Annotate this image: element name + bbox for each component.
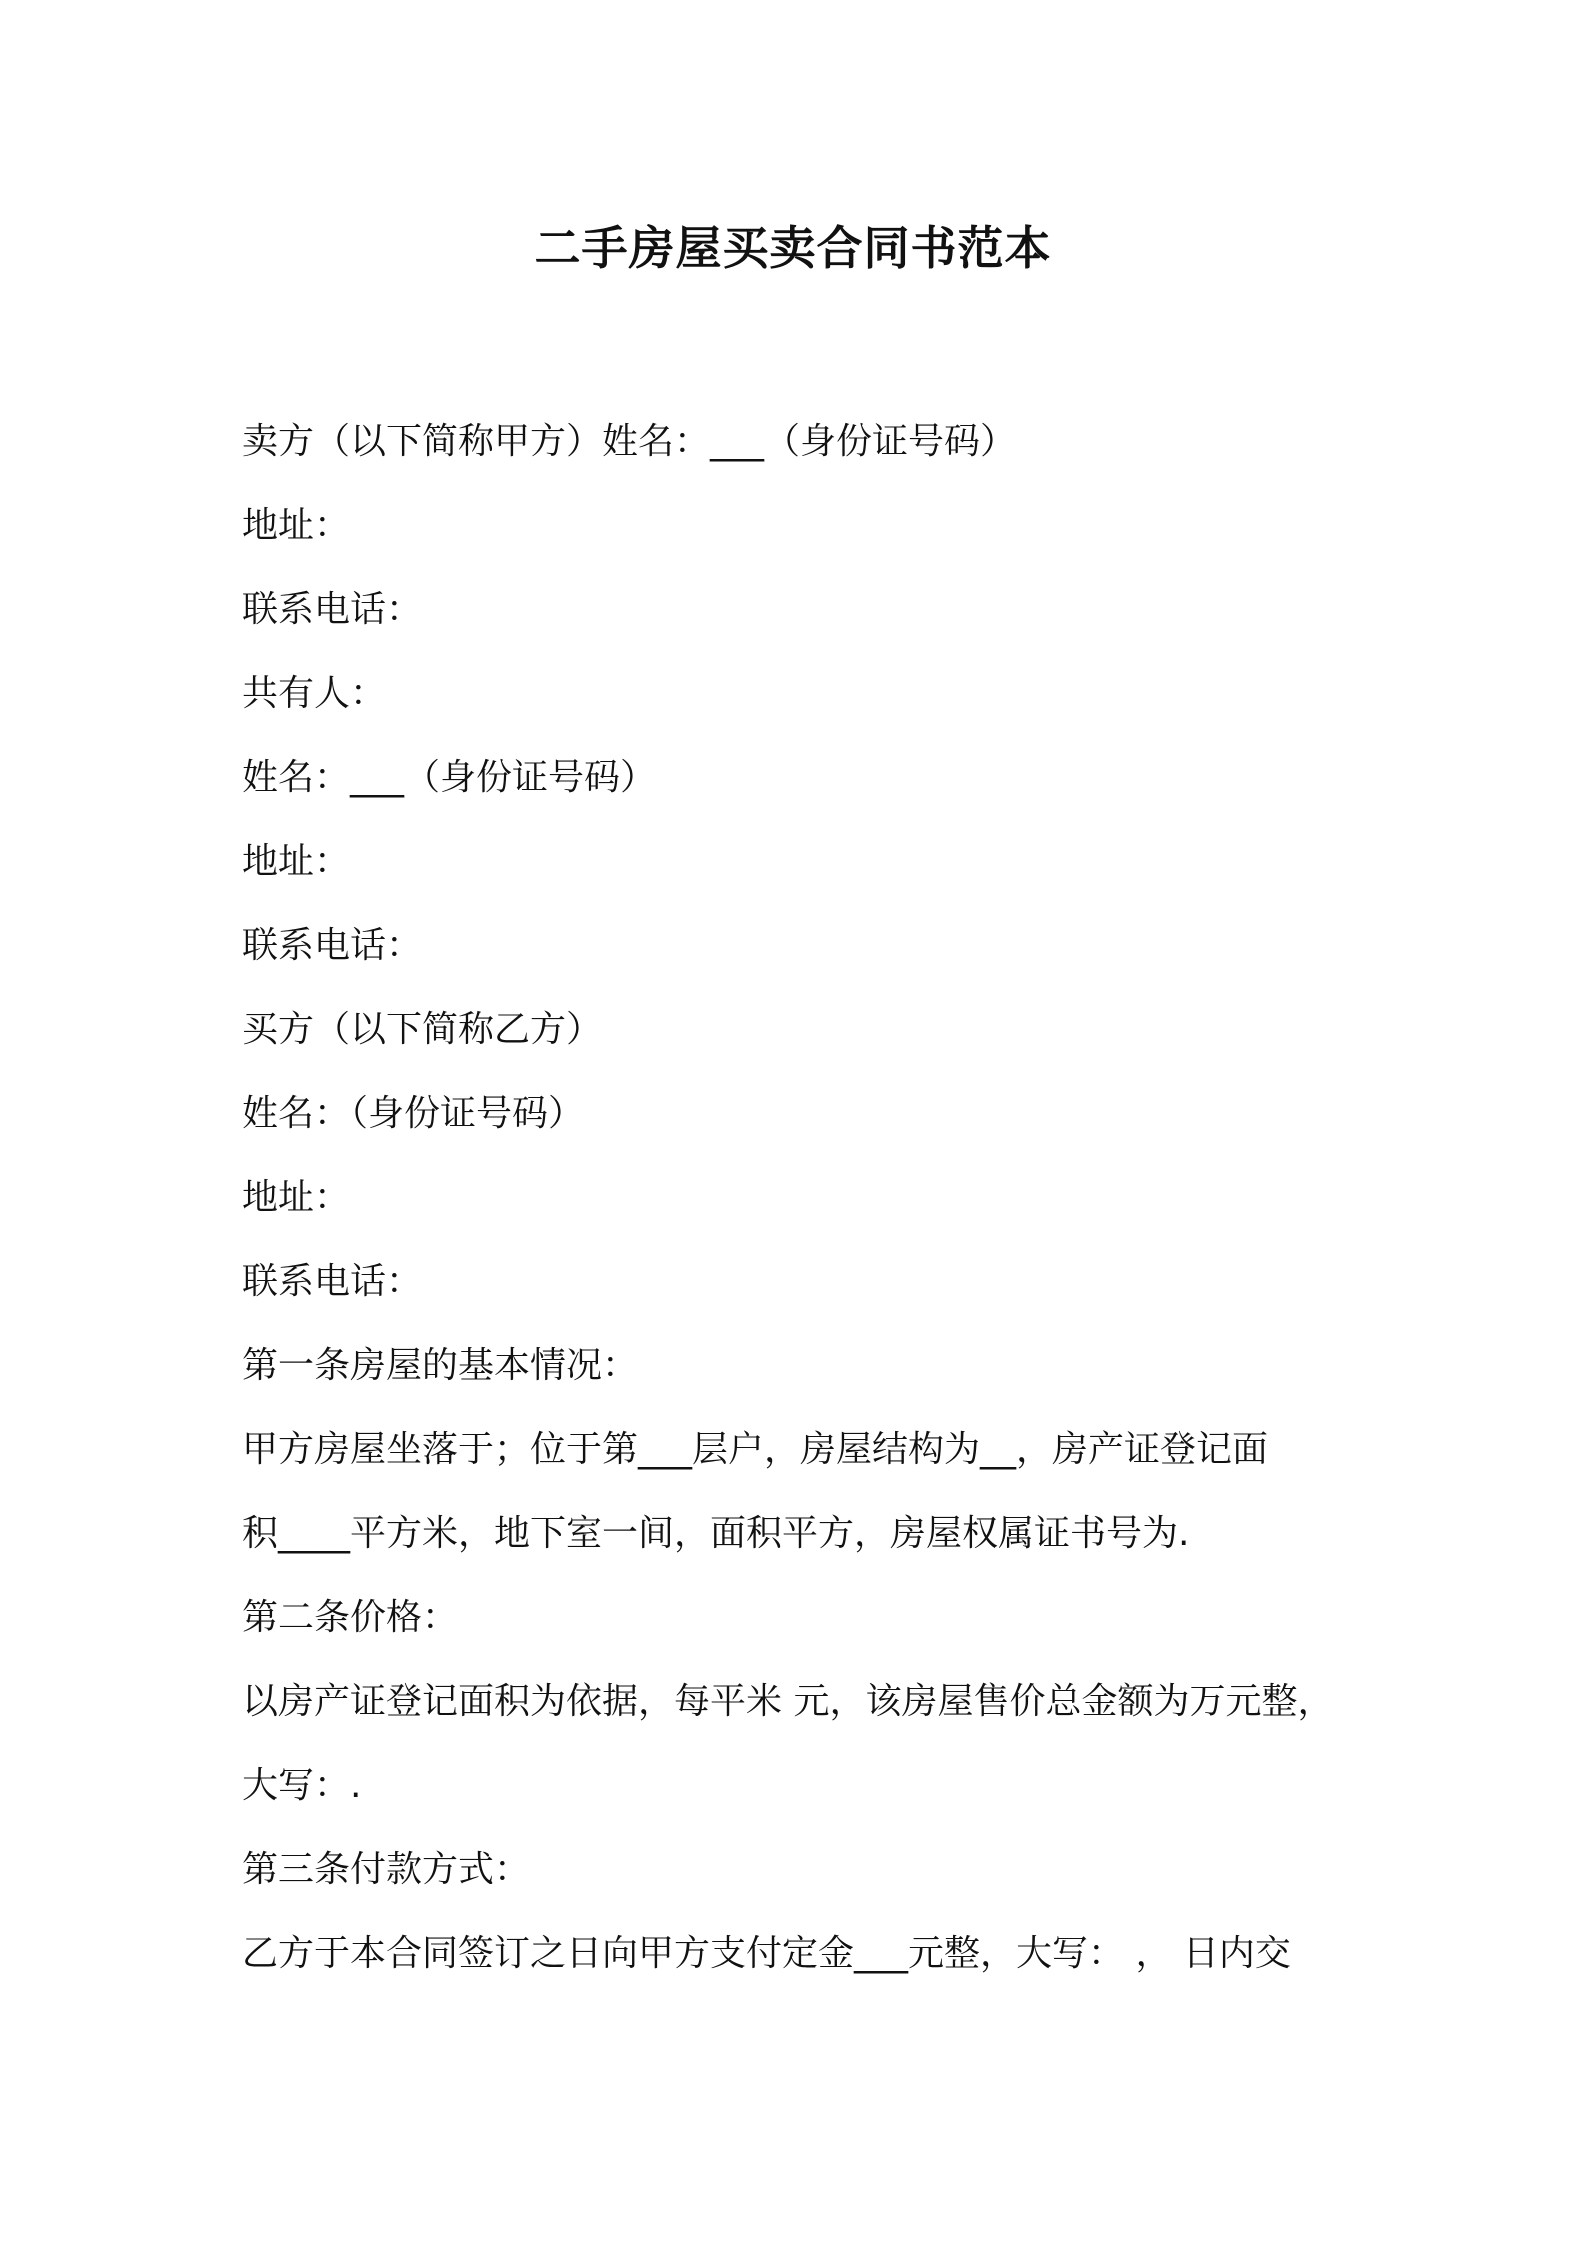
document-body bbox=[242, 400, 1382, 1996]
line-article-3-text-1: 乙方于本合同签订之日向甲方支付定金___元整，大写： ， 日内交 bbox=[242, 1933, 1291, 1974]
line-buyer-name: 姓名：（身份证号码） bbox=[242, 1093, 585, 1134]
line-co-owner-name: 姓名：___（身份证号码） bbox=[242, 757, 657, 798]
line-article-2-text-1: 以房产证登记面积为依据，每平米 元，该房屋售价总金额为万元整， bbox=[242, 1681, 1334, 1722]
line-co-owner: 共有人： bbox=[242, 673, 387, 714]
line-article-2-heading: 第二条价格： bbox=[242, 1597, 459, 1638]
line-co-owner-address: 地址： bbox=[242, 841, 351, 882]
line-article-1-text-1: 甲方房屋坐落于；位于第___层户，房屋结构为__，房产证登记面 bbox=[242, 1429, 1269, 1470]
line-seller-name: 卖方（以下简称甲方）姓名：___（身份证号码） bbox=[242, 421, 1017, 462]
line-article-2-text-2: 大写：. bbox=[242, 1765, 362, 1806]
line-seller-address: 地址： bbox=[242, 505, 351, 546]
document-title: 二手房屋买卖合同书范本 bbox=[534, 221, 1052, 275]
line-co-owner-phone: 联系电话： bbox=[242, 925, 423, 966]
line-buyer-address: 地址： bbox=[242, 1177, 351, 1218]
line-buyer-phone: 联系电话： bbox=[242, 1261, 423, 1302]
line-seller-phone: 联系电话： bbox=[242, 589, 423, 630]
line-article-1-text-2: 积____平方米，地下室一间，面积平方，房屋权属证书号为. bbox=[242, 1513, 1190, 1554]
line-buyer: 买方（以下简称乙方） bbox=[242, 1009, 603, 1050]
line-article-1-heading: 第一条房屋的基本情况： bbox=[242, 1345, 639, 1386]
line-article-3-heading: 第三条付款方式： bbox=[242, 1849, 531, 1890]
